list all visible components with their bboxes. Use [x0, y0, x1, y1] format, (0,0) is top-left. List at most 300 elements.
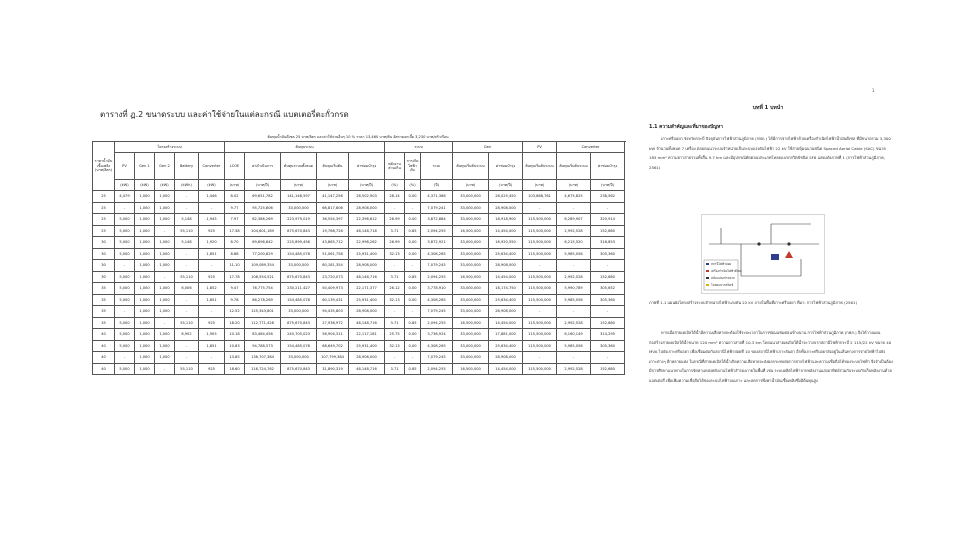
table-cell: 0.00: [405, 248, 421, 260]
table-cell: 30: [93, 248, 115, 260]
table-cell: 10.18: [225, 329, 245, 341]
table-cell: 26.99: [385, 237, 405, 249]
table-cell: 4,308,265: [421, 294, 453, 306]
table-cell: 1,000: [155, 191, 175, 203]
table-cell: 314,295: [591, 329, 625, 341]
table-cell: 50,409,973: [317, 283, 349, 295]
table-cell: 875,670,843: [281, 317, 317, 329]
table-unit-cell: (kW): [135, 180, 155, 191]
table-cell: 305,360: [591, 294, 625, 306]
table-cell: -: [557, 202, 591, 214]
table-cell: 5,000: [115, 317, 135, 329]
table-cell: -: [115, 260, 135, 272]
table-cell: -: [175, 202, 199, 214]
table-cell: -: [557, 352, 591, 364]
table-cell: 115,500,000: [523, 214, 557, 226]
table-cell: 1,000: [155, 237, 175, 249]
table-cell: 152,680: [591, 317, 625, 329]
table-cell: -: [155, 271, 175, 283]
table-row: [93, 248, 625, 260]
table-cell: 223,979,019: [281, 214, 317, 226]
table-header-group: PV: [523, 142, 557, 153]
table-cell: 5,000: [115, 237, 135, 249]
table-cell: 69,896,842: [245, 237, 281, 249]
table-header-cell: ต้นทุนเริ่มต้น: [317, 153, 349, 180]
table-header-cell: ต้นทุนเริ่มต้นระบบ: [523, 153, 557, 180]
table-cell: 33,000,000: [453, 260, 489, 272]
table-cell: 1,000: [135, 248, 155, 260]
table-row: [93, 237, 625, 249]
table-cell: 16,500,000: [453, 317, 489, 329]
table-cell: -: [405, 352, 421, 364]
table-cell: -: [591, 260, 625, 272]
table-row: [93, 294, 625, 306]
table-cell: 925: [199, 271, 225, 283]
table-row: [93, 283, 625, 295]
table-cell: 0.85: [405, 317, 421, 329]
table-row: [93, 363, 625, 375]
table-cell: 238,562: [591, 191, 625, 203]
table-row: [93, 329, 625, 341]
table-cell: 1,000: [135, 225, 155, 237]
table-cell: 40: [93, 329, 115, 341]
table-cell: 925: [199, 363, 225, 375]
table-cell: 28,908,000: [489, 260, 523, 272]
table-cell: 1,000: [155, 329, 175, 341]
table-cell: 35: [93, 317, 115, 329]
table-unit-cell: (บาท): [557, 180, 591, 191]
table-cell: 2,992,528: [557, 225, 591, 237]
table-row: [93, 317, 625, 329]
table-cell: 0.00: [405, 329, 421, 341]
table-cell: -: [591, 202, 625, 214]
table-cell: 875,670,843: [281, 225, 317, 237]
table-unit-cell: (บาท): [317, 180, 349, 191]
table-cell: 1,000: [135, 260, 155, 272]
table-header-group: ระบบ: [385, 142, 453, 153]
table-cell: -: [199, 306, 225, 318]
table-cell: 1,000: [155, 214, 175, 226]
table-cell: -: [523, 352, 557, 364]
table-cell: 5,985,056: [557, 248, 591, 260]
table-cell: 1,000: [155, 340, 175, 352]
table-cell: 1,851: [199, 340, 225, 352]
table-cell: 32.13: [385, 294, 405, 306]
table-cell: 152,680: [591, 225, 625, 237]
table-cell: -: [385, 352, 405, 364]
table-cell: 112,771,428: [245, 317, 281, 329]
table-cell: 115,500,000: [523, 283, 557, 295]
page-number: 1: [872, 88, 875, 93]
table-cell: 23,720,073: [317, 271, 349, 283]
table-header-cell: ต้นทุนเริ่มต้นระบบ: [557, 153, 591, 180]
table-cell: 13.85: [225, 352, 245, 364]
table-cell: -: [115, 352, 135, 364]
simulation-results-table: [92, 141, 625, 375]
table-unit-cell: (kW): [155, 180, 175, 191]
table-cell: 5,000: [115, 225, 135, 237]
table-cell: 3,872,921: [421, 237, 453, 249]
table-cell: 1,000: [135, 306, 155, 318]
table-cell: 28,908,000: [349, 260, 385, 272]
table-row: [93, 260, 625, 272]
table-title: ตารางที่ ฏ.2 ขนาดระบบ และค่าใช้จ่ายในแต่ละกรณี แบตเตอรี่ตะกั่วกรด: [100, 110, 349, 119]
table-cell: -: [115, 306, 135, 318]
table-cell: 0.00: [405, 237, 421, 249]
table-row: [93, 225, 625, 237]
table-cell: 18,174,750: [489, 283, 523, 295]
table-cell: 1,000: [135, 271, 155, 283]
table-cell: 4,308,265: [421, 248, 453, 260]
table-cell: 1,000: [135, 294, 155, 306]
table-unit-cell: (%): [385, 180, 405, 191]
table-row: [93, 352, 625, 364]
table-cell: 25,634,400: [489, 248, 523, 260]
table-cell: 1,000: [135, 202, 155, 214]
table-cell: 115,500,000: [523, 248, 557, 260]
table-cell: 103,868,761: [523, 191, 557, 203]
table-cell: 10.63: [225, 340, 245, 352]
table-cell: 43,865,712: [317, 237, 349, 249]
table-cell: 11.10: [225, 260, 245, 272]
table-cell: 9.47: [225, 283, 245, 295]
table-cell: 152,680: [591, 363, 625, 375]
table-cell: -: [591, 352, 625, 364]
table-cell: 33,000,000: [453, 294, 489, 306]
table-header-cell: LCOE: [225, 153, 245, 180]
table-cell: 30: [93, 237, 115, 249]
table-subtitle: ต้นทุนน้ำมันดีเซล 25 บาท/ลิตร และค่าใช้จ่ายอื่นๆ 10 % ราคา 13,460 บาท/ตัน อัตราดอกเบี้ย 3,230 บาท/ครัวเรือน: [267, 135, 449, 139]
table-cell: 94,435,803: [317, 306, 349, 318]
table-cell: 55,110: [175, 271, 199, 283]
table-cell: 1,000: [135, 214, 155, 226]
table-cell: 305,360: [591, 340, 625, 352]
table-cell: 55,110: [175, 363, 199, 375]
table-cell: 0.00: [405, 191, 421, 203]
table-cell: -: [175, 352, 199, 364]
table-unit-cell: (บาท/ปี): [591, 180, 625, 191]
table-cell: 33,000,000: [453, 340, 489, 352]
table-cell: 875,670,843: [281, 271, 317, 283]
table-cell: -: [175, 306, 199, 318]
table-cell: 36,554,397: [317, 214, 349, 226]
table-cell: 17.38: [225, 225, 245, 237]
table-cell: 1,000: [155, 202, 175, 214]
table-cell: -: [385, 260, 405, 272]
table-cell: 1,000: [135, 352, 155, 364]
table-cell: 35: [93, 294, 115, 306]
table-cell: 25,931,400: [349, 248, 385, 260]
table-cell: 51,061,758: [317, 248, 349, 260]
table-cell: 26.99: [385, 214, 405, 226]
table-cell: 305,360: [591, 248, 625, 260]
table-cell: 6,289,907: [557, 214, 591, 226]
table-cell: 18.60: [225, 363, 245, 375]
table-cell: 0.00: [405, 283, 421, 295]
table-cell: 33,000,000: [453, 329, 489, 341]
table-cell: 40: [93, 340, 115, 352]
table-cell: 1,000: [135, 191, 155, 203]
table-cell: 875,670,843: [281, 363, 317, 375]
table-cell: 141,146,597: [281, 191, 317, 203]
table-cell: -: [199, 260, 225, 272]
table-cell: 1,000: [155, 294, 175, 306]
table-cell: 3,736,924: [421, 329, 453, 341]
table-cell: -: [591, 306, 625, 318]
table-cell: 3,872,884: [421, 214, 453, 226]
table-cell: 125,343,801: [245, 306, 281, 318]
table-cell: -: [175, 248, 199, 260]
table-cell: 14,454,000: [489, 271, 523, 283]
table-cell: 25: [93, 191, 115, 203]
table-cell: 94,788,573: [245, 340, 281, 352]
table-header-group: ราคาน้ำมันเชื้อเพลิง (บาท/ลิตร): [93, 142, 115, 191]
table-cell: 5,148: [175, 237, 199, 249]
table-cell: 33,000,000: [453, 202, 489, 214]
table-cell: 1,000: [155, 283, 175, 295]
table-cell: 95,725,806: [245, 202, 281, 214]
table-cell: 26,025,450: [489, 191, 523, 203]
table-cell: 320,914: [591, 214, 625, 226]
table-cell: 5,000: [115, 248, 135, 260]
table-cell: 27,936,972: [317, 317, 349, 329]
table-unit-cell: (บาท): [225, 180, 245, 191]
table-cell: 6,902: [175, 329, 199, 341]
table-cell: -: [175, 340, 199, 352]
table-cell: 152,680: [591, 271, 625, 283]
table-unit-cell: (%): [405, 180, 421, 191]
table-cell: 28,908,000: [349, 306, 385, 318]
table-cell: 1,000: [155, 352, 175, 364]
table-row: [93, 214, 625, 226]
table-cell: 115,500,000: [523, 329, 557, 341]
table-cell: 0.85: [405, 271, 421, 283]
table-cell: 2,094,255: [421, 271, 453, 283]
table-cell: 8.88: [225, 248, 245, 260]
table-cell: -: [199, 202, 225, 214]
table-cell: 3.71: [385, 363, 405, 375]
table-header-cell: ค่าดำเนินการ: [245, 153, 281, 180]
table-cell: 31,890,319: [317, 363, 349, 375]
intro-paragraph: เกาะศรีบอยา จังหวัดกระบี่ ปัจจุบันการไฟฟ้าส่วนภูมิภาค (กฟภ.) ได้มีการจ่ายไฟฟ้าด้วยเครื่องกำเนิดไฟฟ้าน้ำมันดีเซล ที่มีขนาดรวม 3,300 kW จำนวนทั้งหมด 7 เครื่อง ตลอดแนวระบบจำหน่ายเป็นระบบแรงดันไฟฟ้า 22 kV ใช้สายหุ้มฉนวนชนิด Spaced Aerial Cable (SAC) ขนาด 185 mm² ความยาวสายรวมทั้งสิ้น 9.7 km และมีอุปกรณ์ตัดตอนประเภทโหลดแบรกสวิตช์ชนิด SF6 แสดงดังภาพที่ 1 (การไฟฟ้าส่วนภูมิภาค, 2561): [649, 136, 891, 170]
table-cell: 68,649,702: [317, 340, 349, 352]
table-cell: 3.71: [385, 225, 405, 237]
table-cell: 115,500,000: [523, 237, 557, 249]
table-cell: -: [155, 317, 175, 329]
table-cell: -: [523, 202, 557, 214]
table-cell: 3.71: [385, 317, 405, 329]
table-cell: 26,502,903: [349, 191, 385, 203]
table-cell: 8.70: [225, 237, 245, 249]
body-paragraph: หากเมื่อสายเคเบิลใต้น้ำมีความเสียหายจะต้องใช้ระยะเวลาในการซ่อมแซมค่อนข้างนาน การไฟฟ้าส่วนภูมิภาค (กฟภ.) จึงได้วางแผนก่อสร้างสายเคเบิลใต้น้ำขนาด 120 mm² ความยาวสายที่ 10.3 km โดยแนวสายเคเบิลใต้น้ำจะวางจากสถานีไฟฟ้ากระบี่ 2 115/22 kV ขนาด 40 MVA ไปยังเกาะศรีบอยา เพื่อเชื่อมต่อกับสถานีไฟฟ้าย่อยที่ 10 ของสถานีไฟฟ้าเกาะลันตา อีกทั้งเกาะศรีบอยายังอยู่ในเส้นทางการจ่ายไฟฟ้าไปยังเกาะต่างๆ อีกหลายแห่ง ในกรณีที่สายเคเบิลใต้น้ำเกิดความเสียหายจะส่งผลกระทบต่อการจ่ายไฟฟ้าและความเชื่อถือได้ของระบบไฟฟ้า จึงจำเป็นต้องมีการศึกษาแนวทางในการจัดหาแหล่งพลังงานไฟฟ้าสำรองภายในพื้นที่ เช่น ระบบผลิตไฟฟ้าจากพลังงานแสงอาทิตย์ร่วมกับระบบกักเก็บพลังงานด้วยแบตเตอรี่ เพื่อเพิ่มความเชื่อถือได้ของระบบไฟฟ้าบนเกาะ และลดการพึ่งพาน้ำมันเชื้อเพลิงซึ่งมีต้นทุนสูง: [649, 330, 893, 383]
table-row: [93, 306, 625, 318]
table-cell: 28,908,000: [489, 352, 523, 364]
table-cell: 25,634,400: [489, 340, 523, 352]
table-cell: -: [405, 306, 421, 318]
table-cell: 22,117,181: [349, 329, 385, 341]
table-cell: 35: [93, 283, 115, 295]
table-cell: 48,148,716: [349, 363, 385, 375]
table-cell: -: [175, 191, 199, 203]
table-cell: 33,000,000: [281, 306, 317, 318]
table-cell: 77,200,629: [245, 248, 281, 260]
table-cell: 33,000,000: [453, 214, 489, 226]
table-cell: 5,985,056: [557, 340, 591, 352]
table-cell: 108,554,521: [245, 271, 281, 283]
table-cell: 4,479: [115, 191, 135, 203]
table-cell: 5,000: [115, 294, 135, 306]
table-cell: 86,278,269: [245, 294, 281, 306]
table-cell: 33,000,000: [281, 260, 317, 272]
table-cell: 4,308,265: [421, 340, 453, 352]
table-cell: 25,634,400: [489, 294, 523, 306]
table-header-cell: พลังงานส่วนเกิน: [385, 153, 405, 180]
figure-caption: ภาพที่ 1.1 แผนผังโครงสร้างระบบจำหน่ายไฟฟ้าแรงดัน 22 kV ภายในพื้นที่เกาะศรีบอยา ที่มา: การไฟฟ้าส่วนภูมิภาค (2561): [649, 300, 857, 305]
left-document-page: [92, 108, 624, 428]
table-header-group: ต้นทุนระบบ: [225, 142, 385, 153]
table-cell: 2,992,528: [557, 363, 591, 375]
table-cell: 33,000,000: [281, 202, 317, 214]
table-cell: 60,139,431: [317, 294, 349, 306]
table-cell: 7.97: [225, 214, 245, 226]
table-cell: 1,000: [155, 260, 175, 272]
table-cell: 1,000: [135, 340, 155, 352]
table-unit-cell: (kW): [199, 180, 225, 191]
table-header-cell: การเกิดไฟฟ้าดับ: [405, 153, 421, 180]
table-cell: 5,985,056: [557, 294, 591, 306]
table-unit-cell: (บาท): [453, 180, 489, 191]
table-cell: 28,908,000: [489, 202, 523, 214]
table-cell: 1,000: [135, 329, 155, 341]
table-cell: 115,500,000: [523, 294, 557, 306]
table-header-cell: ต้นทุนระบบทั้งหมด: [281, 153, 317, 180]
table-cell: 14,454,000: [489, 225, 523, 237]
table-cell: 80,181,354: [317, 260, 349, 272]
right-document-page: [643, 88, 893, 488]
table-cell: 107,799,384: [317, 352, 349, 364]
table-cell: 240,705,023: [281, 329, 317, 341]
table-cell: 41,147,256: [317, 191, 349, 203]
table-cell: 33,000,000: [453, 248, 489, 260]
table-cell: 76,775,754: [245, 283, 281, 295]
table-cell: 30: [93, 260, 115, 272]
distribution-network-diagram: [701, 214, 825, 294]
table-cell: 26.12: [385, 283, 405, 295]
legend-item: เครื่องกำเนิดไฟฟ้าดีเซล: [711, 269, 742, 273]
table-cell: 6,215,520: [557, 237, 591, 249]
table-cell: 25: [93, 214, 115, 226]
table-header-cell: ต้นทุนเริ่มต้นระบบ: [453, 153, 489, 180]
table-cell: 7,079,245: [421, 306, 453, 318]
table-cell: 4,675,825: [557, 191, 591, 203]
table-cell: 1,905: [199, 329, 225, 341]
table-cell: 1,851: [199, 248, 225, 260]
table-cell: 0.00: [405, 294, 421, 306]
table-cell: 2,094,255: [421, 225, 453, 237]
table-cell: 136,707,384: [245, 352, 281, 364]
table-cell: 115,500,000: [523, 363, 557, 375]
table-cell: 19,766,726: [317, 225, 349, 237]
table-cell: 0.00: [405, 340, 421, 352]
table-cell: 30: [93, 271, 115, 283]
table-header-cell: Converter: [199, 153, 225, 180]
legend-item: หม้อแปลงจำหน่าย: [711, 276, 735, 280]
table-cell: 1,852: [199, 283, 225, 295]
table-cell: 5,148: [175, 214, 199, 226]
table-unit-cell: (บาท): [281, 180, 317, 191]
table-cell: 16,500,000: [453, 271, 489, 283]
table-cell: 104,601,189: [245, 225, 281, 237]
table-cell: 1,446: [199, 191, 225, 203]
table-cell: 5,000: [115, 363, 135, 375]
table-cell: -: [557, 260, 591, 272]
table-cell: 5,000: [115, 271, 135, 283]
table-cell: 0.00: [405, 214, 421, 226]
table-cell: 154,485,078: [281, 248, 317, 260]
table-cell: 7,079,241: [421, 202, 453, 214]
table-cell: 33,000,000: [453, 191, 489, 203]
table-cell: 25,931,400: [349, 294, 385, 306]
table-cell: 55,110: [175, 225, 199, 237]
table-cell: 17,881,000: [489, 329, 523, 341]
table-cell: 28,908,000: [349, 202, 385, 214]
table-cell: -: [115, 202, 135, 214]
table-cell: 925: [199, 225, 225, 237]
table-cell: -: [523, 260, 557, 272]
table-cell: 1,000: [155, 248, 175, 260]
table-header-cell: Gen 1: [135, 153, 155, 180]
table-row: [93, 202, 625, 214]
table-cell: 33,000,000: [453, 283, 489, 295]
table-cell: 115,500,000: [523, 340, 557, 352]
table-cell: 154,485,078: [281, 294, 317, 306]
table-cell: 8.02: [225, 191, 245, 203]
table-cell: 7,079,245: [421, 352, 453, 364]
legend-item: สถานีไฟฟ้าย่อย: [711, 262, 732, 266]
table-cell: 2,094,255: [421, 317, 453, 329]
table-cell: 28,908,000: [489, 306, 523, 318]
table-cell: 17.78: [225, 271, 245, 283]
table-cell: 316,853: [591, 237, 625, 249]
table-cell: 115,500,000: [523, 271, 557, 283]
table-header-group: Converter: [557, 142, 625, 153]
table-cell: 12.52: [225, 306, 245, 318]
table-header-cell: ระยะ: [421, 153, 453, 180]
table-cell: 40: [93, 363, 115, 375]
table-row: [93, 271, 625, 283]
table-cell: -: [155, 363, 175, 375]
table-cell: 225,899,456: [281, 237, 317, 249]
table-cell: 33,000,000: [453, 352, 489, 364]
table-cell: -: [175, 294, 199, 306]
table-cell: 14,454,000: [489, 317, 523, 329]
table-cell: -: [523, 306, 557, 318]
table-cell: 3,778,910: [421, 283, 453, 295]
section-title: 1.1 ความสำคัญและที่มาของปัญหา: [649, 125, 723, 130]
table-cell: 154,485,078: [281, 340, 317, 352]
table-cell: 116,724,762: [245, 363, 281, 375]
table-cell: 5,000: [115, 214, 135, 226]
table-cell: 62,386,269: [245, 214, 281, 226]
table-header-group: โครงสร้างระบบ: [115, 142, 225, 153]
table-cell: -: [405, 260, 421, 272]
table-cell: 5,000: [115, 283, 135, 295]
table-cell: 66,817,806: [317, 202, 349, 214]
table-cell: 1,000: [135, 363, 155, 375]
table-cell: 25: [93, 202, 115, 214]
table-cell: 115,500,000: [523, 317, 557, 329]
table-cell: 2,094,255: [421, 363, 453, 375]
